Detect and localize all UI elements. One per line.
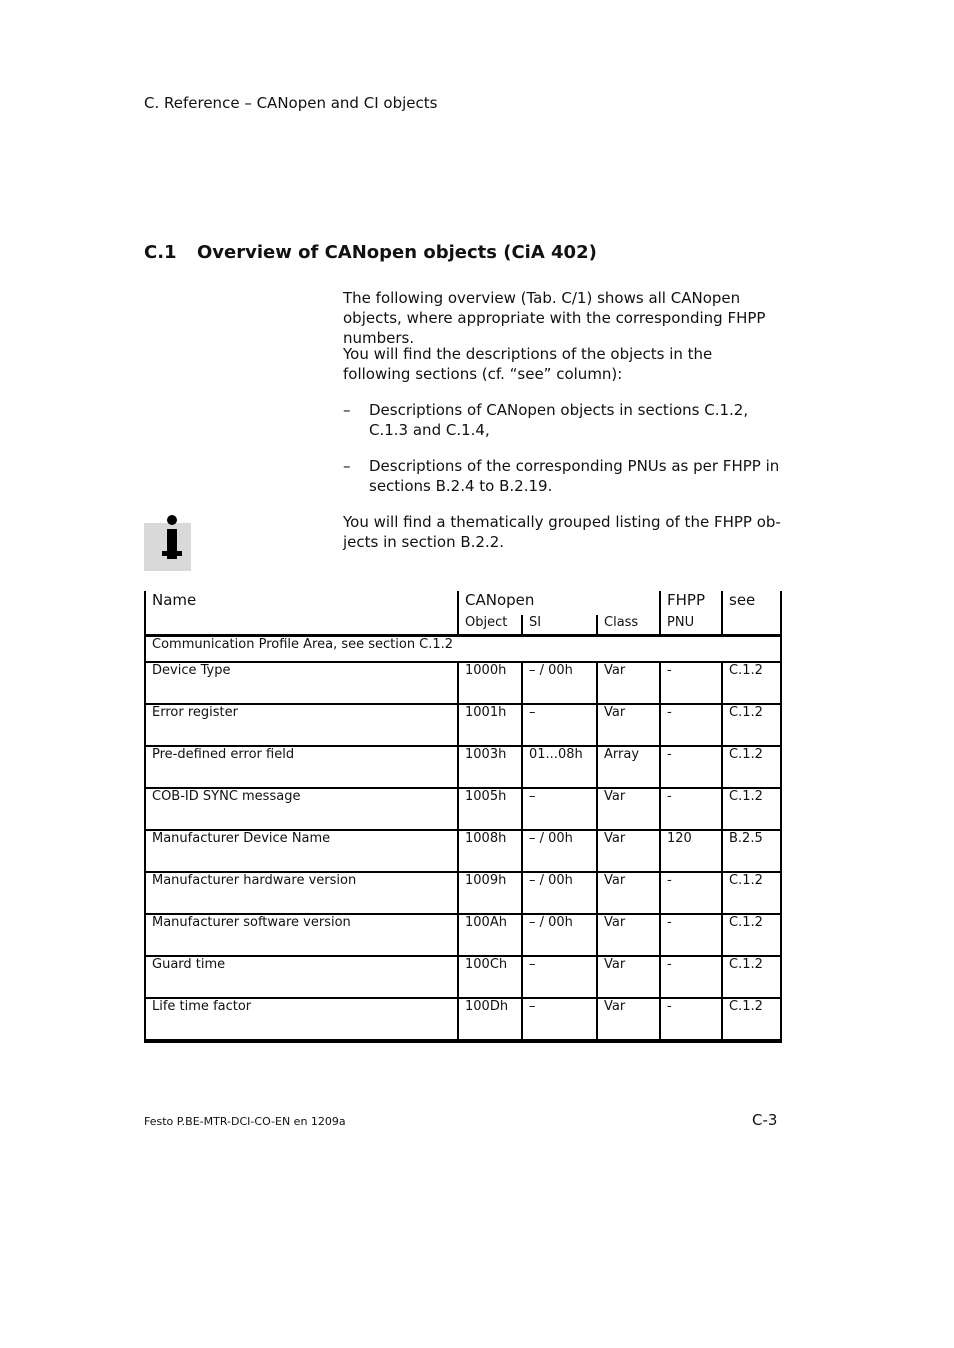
- cell-see: C.1.2: [722, 956, 781, 998]
- table-row: [145, 914, 781, 956]
- table-row: [145, 830, 781, 872]
- cell-object: 1001h: [458, 704, 522, 746]
- cell-pnu: -: [660, 746, 722, 788]
- table-row: [145, 998, 781, 1041]
- cell-pnu: -: [660, 956, 722, 998]
- info-note: You will find a thematically grouped listing of the FHPP objects in section B.2.2.: [343, 513, 781, 551]
- cell-si: – / 00h: [522, 872, 597, 914]
- cell-see: C.1.2: [722, 998, 781, 1041]
- cell-object: 100Dh: [458, 998, 522, 1041]
- cell-si: –: [522, 998, 597, 1041]
- cell-object: 1005h: [458, 788, 522, 830]
- cell-object: 1003h: [458, 746, 522, 788]
- cell-si: –: [522, 788, 597, 830]
- header-object: Object: [458, 615, 522, 636]
- table-row: [145, 704, 781, 746]
- cell-class: Var: [597, 872, 660, 914]
- header-see: see: [722, 591, 781, 615]
- cell-pnu: -: [660, 788, 722, 830]
- cell-see: C.1.2: [722, 662, 781, 704]
- bullet-item: [343, 400, 783, 442]
- cell-name: Manufacturer Device Name: [145, 830, 458, 872]
- cell-si: 01...08h: [522, 746, 597, 788]
- table-row: [145, 872, 781, 914]
- cell-pnu: -: [660, 662, 722, 704]
- cell-class: Var: [597, 914, 660, 956]
- cell-object: 100Ch: [458, 956, 522, 998]
- bullet-dash: –: [343, 457, 351, 475]
- cell-pnu: -: [660, 704, 722, 746]
- cell-name: Error register: [145, 704, 458, 746]
- page-number: C-3: [752, 1111, 778, 1129]
- cell-object: 100Ah: [458, 914, 522, 956]
- bullet-item: [343, 456, 783, 498]
- cell-class: Var: [597, 998, 660, 1041]
- header-pnu: PNU: [660, 615, 722, 636]
- cell-pnu: -: [660, 872, 722, 914]
- cell-si: – / 00h: [522, 830, 597, 872]
- header-class: Class: [597, 615, 660, 636]
- cell-pnu: -: [660, 998, 722, 1041]
- cell-class: Var: [597, 788, 660, 830]
- cell-name: Pre-defined error field: [145, 746, 458, 788]
- table-section-label: Communication Profile Area, see section C.1.2: [145, 636, 781, 663]
- cell-see: C.1.2: [722, 872, 781, 914]
- cell-class: Var: [597, 830, 660, 872]
- cell-class: Var: [597, 662, 660, 704]
- cell-see: B.2.5: [722, 830, 781, 872]
- cell-class: Var: [597, 704, 660, 746]
- cell-see: C.1.2: [722, 914, 781, 956]
- table-row: [145, 746, 781, 788]
- cell-object: 1008h: [458, 830, 522, 872]
- cell-name: Manufacturer hardware version: [145, 872, 458, 914]
- section-number: C.1: [144, 242, 177, 263]
- canopen-objects-table: [144, 591, 782, 1043]
- cell-object: 1000h: [458, 662, 522, 704]
- cell-class: Var: [597, 956, 660, 998]
- cell-see: C.1.2: [722, 704, 781, 746]
- bullet-text: Descriptions of CANopen objects in sections C.1.2, C.1.3 and C.1.4,: [369, 401, 749, 439]
- footer-doc-id: Festo P.BE-MTR-DCI-CO-EN en 1209a: [144, 1115, 346, 1128]
- cell-si: –: [522, 956, 597, 998]
- cell-pnu: -: [660, 914, 722, 956]
- section-heading: [144, 242, 597, 263]
- cell-si: –: [522, 704, 597, 746]
- cell-si: – / 00h: [522, 662, 597, 704]
- header-name: Name: [145, 591, 458, 615]
- header-si: SI: [522, 615, 597, 636]
- cell-object: 1009h: [458, 872, 522, 914]
- table-row: [145, 662, 781, 704]
- paragraph-descriptions: You will find the descriptions of the objects in the following sections (cf. “see” column):: [343, 345, 713, 383]
- cell-class: Array: [597, 746, 660, 788]
- section-title: Overview of CANopen objects (CiA 402): [197, 242, 597, 263]
- cell-see: C.1.2: [722, 746, 781, 788]
- cell-see: C.1.2: [722, 788, 781, 830]
- header-canopen: CANopen: [458, 591, 660, 615]
- header-fhpp: FHPP: [660, 591, 722, 615]
- info-icon: [144, 523, 191, 571]
- paragraph-overview: The following overview (Tab. C/1) shows all CANopen objects, where appropriate with the corresponding FHPP numbers.: [343, 289, 766, 347]
- cell-name: Manufacturer software version: [145, 914, 458, 956]
- cell-name: COB-ID SYNC message: [145, 788, 458, 830]
- cell-name: Guard time: [145, 956, 458, 998]
- running-header: C. Reference – CANopen and CI objects: [144, 94, 438, 112]
- cell-name: Life time factor: [145, 998, 458, 1041]
- cell-name: Device Type: [145, 662, 458, 704]
- bullet-text: Descriptions of the corresponding PNUs as per FHPP in sections B.2.4 to B.2.19.: [369, 457, 780, 495]
- bullet-dash: –: [343, 401, 351, 419]
- cell-si: – / 00h: [522, 914, 597, 956]
- cell-pnu: 120: [660, 830, 722, 872]
- table-row: [145, 956, 781, 998]
- table-row: [145, 788, 781, 830]
